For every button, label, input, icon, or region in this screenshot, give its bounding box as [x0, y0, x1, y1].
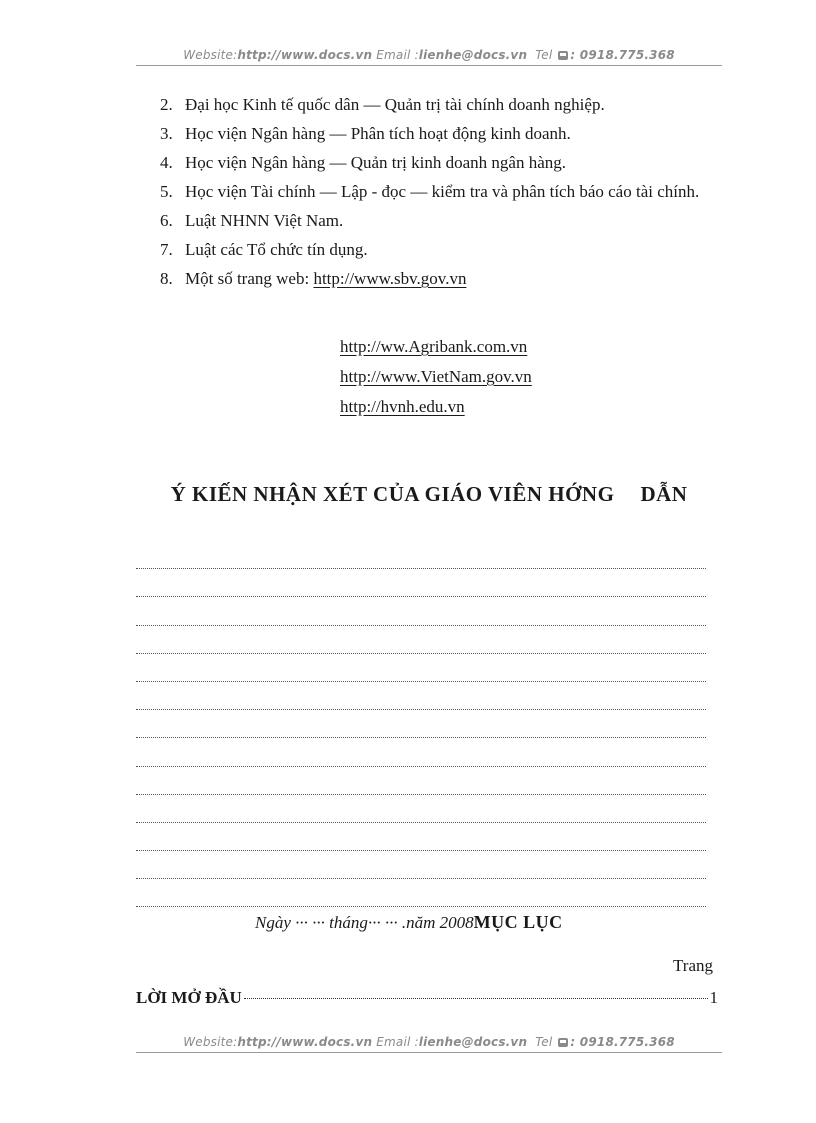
reference-text: Luật các Tổ chức tín dụng.	[185, 240, 368, 259]
reference-item	[136, 208, 721, 233]
email-link[interactable]: lienhe@docs.vn	[418, 1035, 528, 1049]
url-vietnam-gov[interactable]: http://www.VietNam.gov.vn	[340, 367, 532, 386]
toc-title: MỤC LỤC	[473, 912, 563, 932]
section-title-main: Ý KIẾN NHẬN XÉT CỦA GIÁO VIÊN HỚNG	[170, 482, 615, 506]
comment-line	[136, 738, 706, 766]
page-header	[136, 48, 722, 66]
reference-number: 3.	[160, 124, 173, 143]
comment-line	[136, 682, 706, 710]
tel-number: : 0918.775.368	[570, 1035, 675, 1049]
page-footer	[136, 1035, 722, 1053]
signature-date: Ngày ··· ··· tháng··· ··· .năm 2008	[255, 913, 474, 932]
url-sbv[interactable]: http://www.sbv.gov.vn	[313, 269, 467, 288]
reference-text: Học viện Ngân hàng — Phân tích hoạt động kinh doanh.	[185, 124, 571, 143]
reference-number: 4.	[160, 153, 173, 172]
comment-line	[136, 767, 706, 795]
reference-number: 2.	[160, 95, 173, 114]
toc-entry-page: 1	[709, 988, 718, 1007]
email-label: Email :	[376, 1035, 419, 1049]
comment-line	[136, 569, 706, 597]
comment-line	[136, 626, 706, 654]
comment-line	[136, 851, 706, 879]
reference-text: Một số trang web:	[185, 269, 310, 288]
tel-label: Tel	[535, 48, 553, 62]
url-agribank[interactable]: http://ww.Agribank.com.vn	[340, 337, 528, 356]
toc-page-header: Trang	[673, 956, 713, 975]
toc-entry[interactable]	[136, 988, 718, 1008]
comment-line	[136, 541, 706, 569]
comment-line	[136, 710, 706, 738]
toc-entry-label: LỜI MỞ ĐẦU	[136, 988, 242, 1007]
website-label: Website:	[183, 48, 238, 62]
reference-number: 6.	[160, 211, 173, 230]
phone-icon	[558, 1038, 568, 1047]
reference-item	[136, 92, 721, 117]
reference-item	[136, 121, 721, 146]
comment-line	[136, 879, 706, 907]
comment-line	[136, 654, 706, 682]
section-title	[136, 482, 722, 507]
comment-lines	[136, 541, 706, 907]
reference-list	[136, 92, 721, 295]
phone-icon	[558, 51, 568, 60]
reference-number: 7.	[160, 240, 173, 259]
reference-text: Học viện Ngân hàng — Quản trị kinh doanh ngân hàng.	[185, 153, 566, 172]
website-link[interactable]: http://www.docs.vn	[237, 1035, 373, 1049]
toc-leader	[244, 998, 708, 999]
reference-text: Học viện Tài chính — Lập - đọc — kiểm tra và phân tích báo cáo tài chính.	[185, 182, 700, 201]
website-label: Website:	[183, 1035, 238, 1049]
reference-text: Luật NHNN Việt Nam.	[185, 211, 344, 230]
website-list	[340, 332, 532, 422]
tel-label: Tel	[535, 1035, 553, 1049]
date-line	[255, 912, 563, 933]
comment-line	[136, 823, 706, 851]
tel-number: : 0918.775.368	[570, 48, 675, 62]
reference-number: 5.	[160, 182, 173, 201]
url-hvnh[interactable]: http://hvnh.edu.vn	[340, 397, 465, 416]
comment-line	[136, 795, 706, 823]
email-label: Email :	[376, 48, 419, 62]
reference-item	[136, 150, 721, 175]
comment-line	[136, 597, 706, 625]
reference-text: Đại học Kinh tế quốc dân — Quản trị tài chính doanh nghiệp.	[185, 95, 605, 114]
reference-item	[136, 237, 721, 262]
website-link[interactable]: http://www.docs.vn	[237, 48, 373, 62]
reference-number: 8.	[160, 269, 173, 288]
reference-item	[136, 266, 721, 291]
email-link[interactable]: lienhe@docs.vn	[418, 48, 528, 62]
reference-item	[136, 179, 721, 204]
section-title-end: DẪN	[640, 482, 688, 506]
